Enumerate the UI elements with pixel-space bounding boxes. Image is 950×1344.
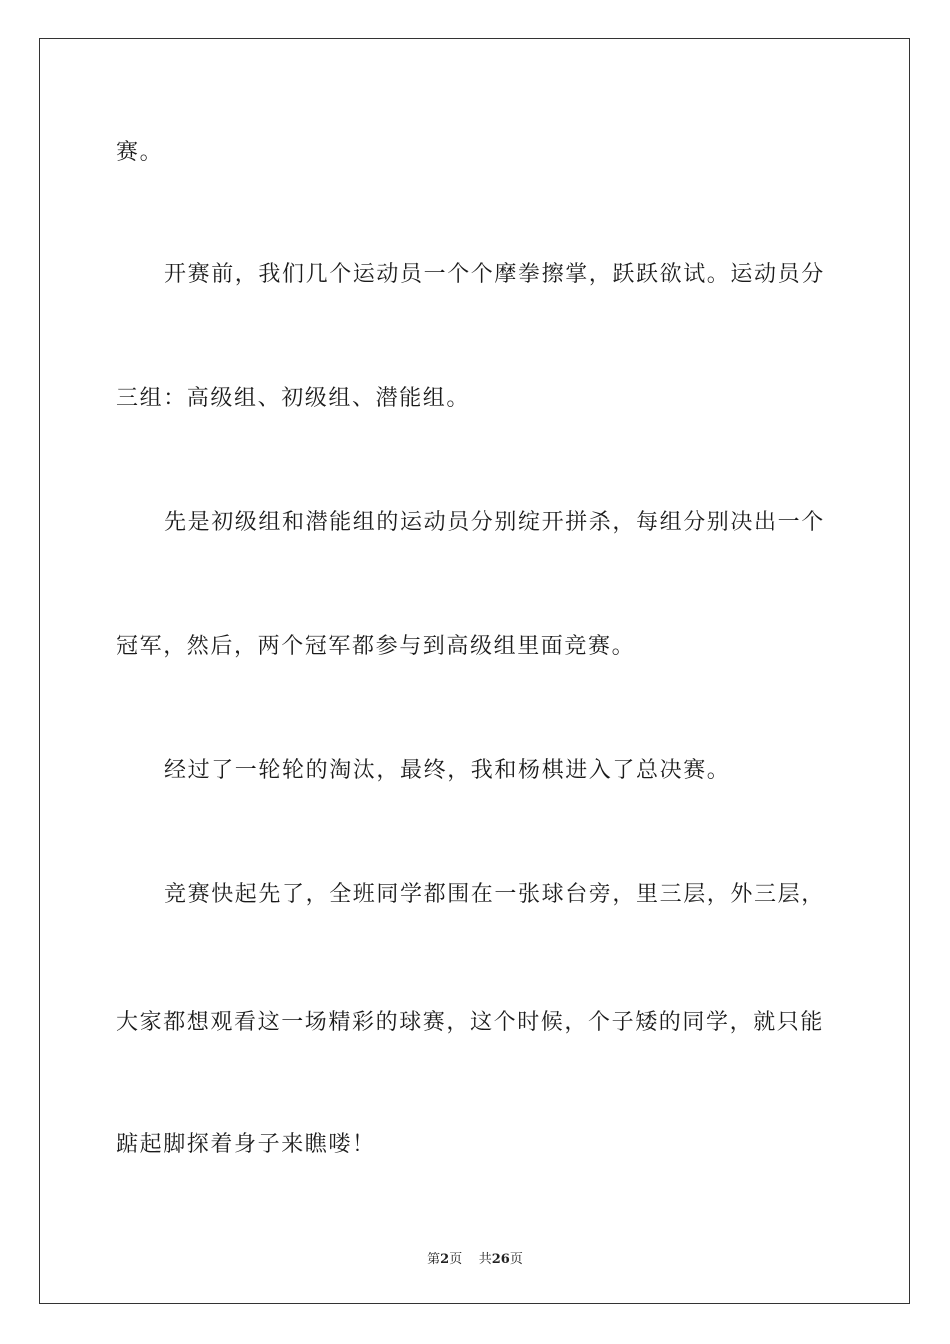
- paragraph-line: 开赛前，我们几个运动员一个个摩拳擦掌，跃跃欲试。运动员分: [164, 262, 825, 287]
- page-prefix: 第: [427, 1252, 441, 1267]
- paragraph-line: 赛。: [116, 140, 164, 165]
- paragraph-line: 经过了一轮轮的淘汰，最终，我和杨棋进入了总决赛。: [164, 758, 731, 783]
- page-number: 2: [440, 1252, 450, 1267]
- paragraph-line: 大家都想观看这一场精彩的球赛，这个时候，个子矮的同学，就只能: [116, 1010, 825, 1035]
- paragraph-line: 踮起脚探着身子来瞧喽！: [116, 1132, 376, 1157]
- paragraph-line: 先是初级组和潜能组的运动员分别绽开拼杀，每组分别决出一个: [164, 510, 825, 535]
- total-prefix: 共: [478, 1252, 492, 1267]
- paragraph-line: 冠军，然后，两个冠军都参与到高级组里面竞赛。: [116, 634, 636, 659]
- page-footer: [0, 1248, 950, 1267]
- total-suffix: 页: [509, 1252, 523, 1267]
- total-pages: 26: [491, 1252, 510, 1267]
- page-suffix: 页: [449, 1252, 463, 1267]
- page-border: [39, 38, 910, 1304]
- paragraph-line: 三组：高级组、初级组、潜能组。: [116, 386, 471, 411]
- paragraph-line: 竞赛快起先了，全班同学都围在一张球台旁，里三层，外三层，: [164, 882, 825, 907]
